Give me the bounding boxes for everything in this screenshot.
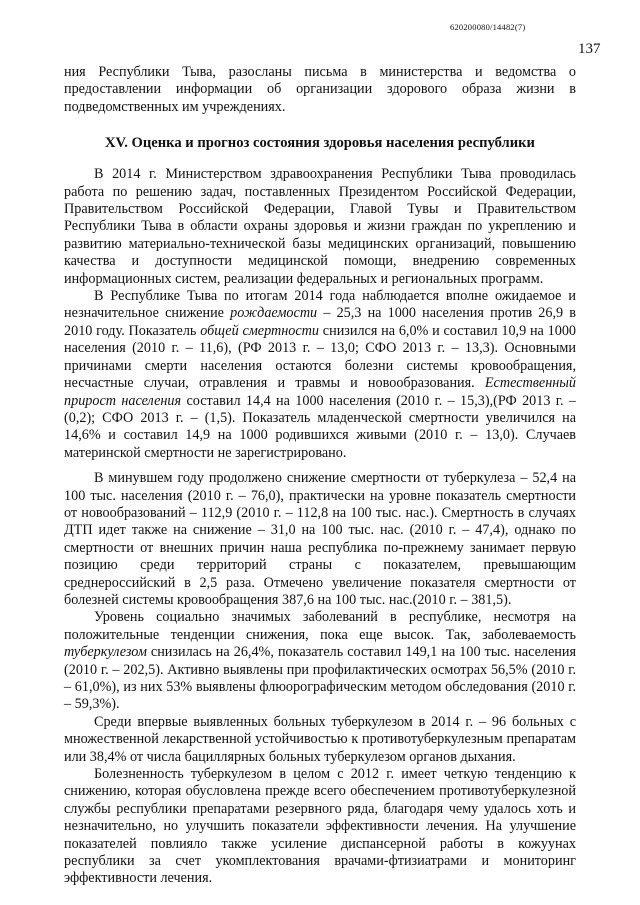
- section-title: XV. Оценка и прогноз состояния здоровья населения республики: [105, 135, 535, 152]
- paragraph-4: [64, 609, 576, 713]
- paragraph-2-text-d: составил 14,4 на 1000 населения (2010 г. – 15,3),(РФ 2013 г. – (0,2); СФО 2013 г. – (1,5). Показатель младенческой смертности увеличился на 14,6% и составил 14,9 на 1000 родившихся живыми (2010 г. – 13,0). Случаев материнской смертности не зарегистрировано.: [64, 392, 576, 461]
- term-natural-increase: Естественный прирост населения: [64, 375, 576, 409]
- page-number: 137: [578, 41, 601, 57]
- paragraph-2-text-a: В Республике Тыва по итогам 2014 года наблюдается вполне ожидаемое и незначительное снижение: [64, 288, 576, 322]
- term-total-mortality: общей смертности: [200, 322, 320, 339]
- term-birth-rate: рождаемости: [230, 305, 318, 322]
- paragraph-1: В 2014 г. Министерством здравоохранения Республики Тыва проводилась работа по решению задач, поставленных Президентом Российской Федерации, Правительством Российской Федерации, Главой Тувы и Правительством Республики Тыва в области охраны здоровья и жизни граждан по укреплению и развитию материально-технической базы медицинских организаций, повышению качества и доступности медицинской помощи, внедрению современных информационных систем, реализации федеральных и региональных программ.: [64, 166, 576, 287]
- document-body: [64, 64, 576, 888]
- paragraph-gap: [64, 462, 576, 470]
- term-tuberculosis: туберкулезом: [64, 644, 147, 661]
- paragraph-2-text-c: снизился на 6,0% и составил 10,9 на 1000 населения (2010 г. – 11,6), (РФ 2013 г. – 13,0; СФО 2013 г. – 13,3). Основными причинами смерти населения остаются болезни системы кровообращения, несчастные случаи, отравления и травмы и новообразования.: [64, 322, 577, 392]
- intro-paragraph: ния Республики Тыва, разосланы письма в министерства и ведомства о предоставлении информации об организации здорового образа жизни в подведомственных им учреждениях.: [64, 64, 576, 115]
- paragraph-2-text-b: – 25,3 на 1000 населения против 26,9 в 2010 году. Показатель: [64, 305, 576, 339]
- paragraph-5: Среди впервые выявленных больных туберкулезом в 2014 г. – 96 больных с множественной лекарственной устойчивостью к противотуберкулезным препаратам или 38,4% от числа бациллярных больных туберкулезом органов дыхания.: [64, 713, 576, 765]
- paragraph-6: Болезненность туберкулезом в целом с 2012 г. имеет четкую тенденцию к снижению, которая обусловлена прежде всего обеспечением противотуберкулезной службы республики препаратами резервного ряда, благодаря чему удалось хоть и незначительно, но улучшить показатели эффективности лечения. На улучшение показателей повлияло также усиление диспансерной работы в кожуунах республики за счет укомплектования врачами-фтизиатрами и мониторинг эффективности лечения.: [64, 766, 576, 887]
- paragraph-3: В минувшем году продолжено снижение смертности от туберкулеза – 52,4 на 100 тыс. населения (2010 г. – 76,0), практически на уровне показатель смертности от новообразований – 112,9 (2010 г. – 112,8 на 100 тыс. нас.). Смертность в случаях ДТП идет также на снижение – 31,0 на 100 тыс. нас. (2010 г. – 47,4), однако по смертности от внешних причин наша республика по-прежнему занимает первую позицию среди территорий страны с показателем, превышающим среднероссийский в 2,5 раза. Отмечено увеличение показателя смертности от болезней системы кровообращения 387,6 на 100 тыс. нас.(2010 г. – 381,5).: [64, 470, 576, 608]
- document-id: 620200080/14482(7): [450, 22, 526, 32]
- paragraph-4-text-a: Уровень социально значимых заболеваний в республике, несмотря на положительные тенденции снижения, пока еще высок. Так, заболеваемость: [64, 609, 576, 643]
- paragraph-2: [64, 288, 576, 462]
- paragraph-4-text-b: снизилась на 26,4%, показатель составил 149,1 на 100 тыс. населения (2010 г. – 202,5). Активно выявлены при профилактических осмотрах 56,5% (2010 г. – 61,0%), из них 53% выявлены флюорографическим методом обследования (2010 г. – 59,3%).: [64, 644, 576, 713]
